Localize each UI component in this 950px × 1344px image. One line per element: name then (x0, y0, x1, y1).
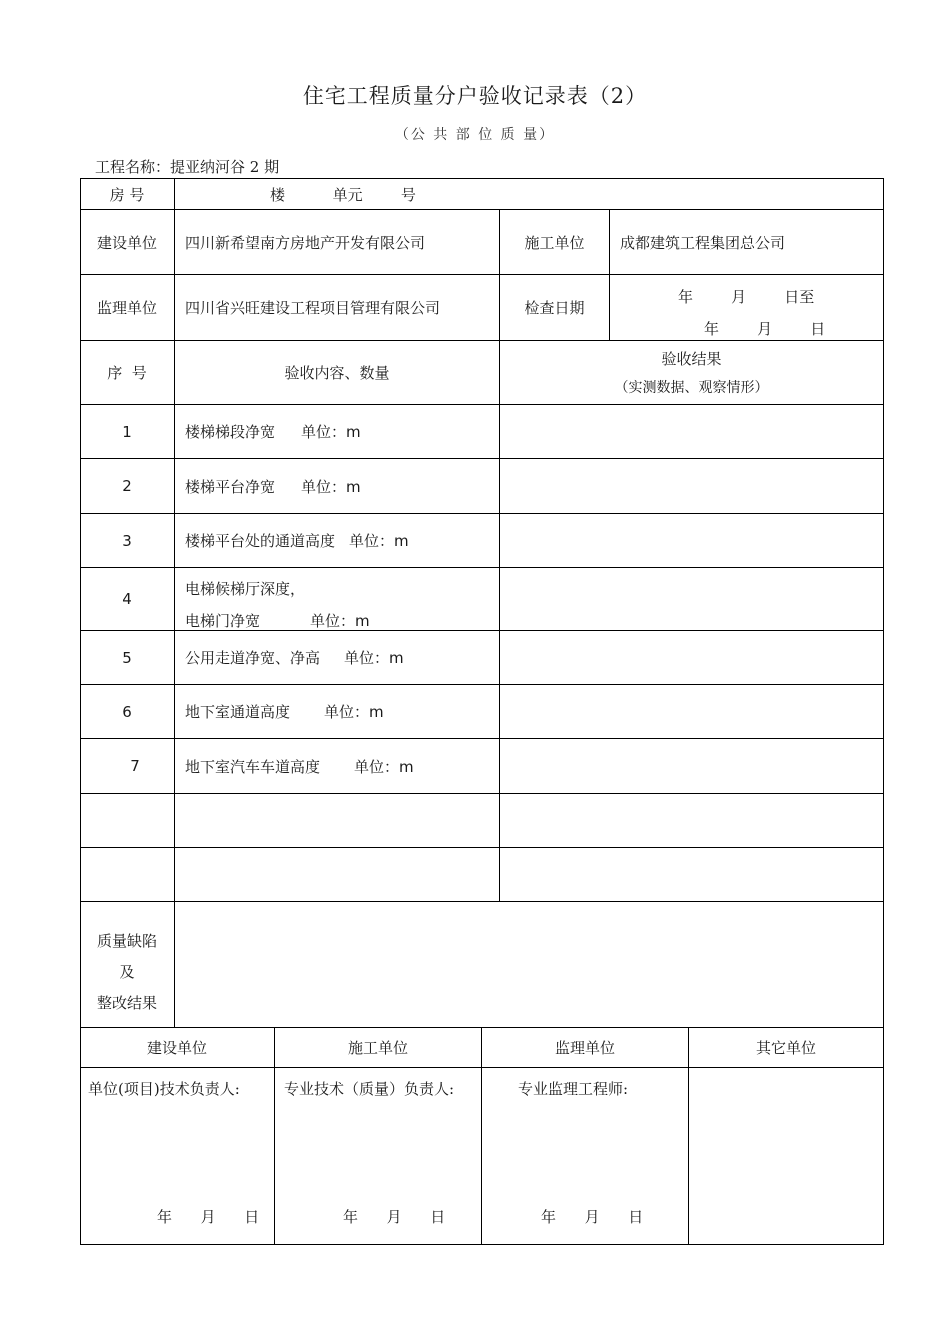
contractor-signer-label: 专业技术（质量）负责人: (284, 1080, 455, 1098)
builder-label: 建设单位 (96, 233, 157, 252)
row-content: 地下室汽车车道高度 单位：m (185, 757, 414, 776)
room-label: 房 号 (109, 185, 145, 204)
row-seq: 6 (122, 702, 132, 721)
signoff-header-contractor: 施工单位 (347, 1039, 408, 1057)
defects-label: 质量缺陷 及 整改结果 (96, 932, 157, 1012)
empty-content-cell[interactable] (175, 848, 499, 901)
row-result-field[interactable] (500, 685, 883, 738)
col-content-header: 验收内容、数量 (284, 364, 390, 382)
row-result-field[interactable] (500, 631, 883, 684)
check-date-label: 检查日期 (524, 299, 585, 317)
row-content: 楼梯平台处的通道高度 单位：m (185, 532, 409, 550)
project-name: 工程名称：提亚纳河谷 2 期 (95, 158, 280, 176)
empty-result-cell[interactable] (500, 848, 883, 901)
row-result-field[interactable] (500, 568, 883, 630)
row-content: 地下室通道高度 单位：m (185, 703, 384, 721)
signoff-header-builder: 建设单位 (146, 1039, 207, 1057)
room-value: 楼 单元 号 (270, 185, 416, 204)
defects-field[interactable] (175, 902, 883, 1027)
form-title: 住宅工程质量分户验收记录表（2） (302, 84, 648, 108)
row-content: 电梯候梯厅深度， (185, 580, 306, 598)
check-date-from: 年 月 日至 (678, 288, 815, 306)
contractor-sign-date: 年 月 日 (343, 1208, 446, 1226)
row-result-field[interactable] (500, 514, 883, 567)
row-result-field[interactable] (500, 405, 883, 458)
builder-sign-date: 年 月 日 (157, 1208, 260, 1226)
supervisor-label: 监理单位 (96, 299, 157, 317)
row-seq: 7 (130, 757, 140, 775)
col-result-subtitle: （实测数据、观察情形） (614, 380, 769, 396)
supervisor-sign-date: 年 月 日 (541, 1208, 644, 1226)
row-content: 公用走道净宽、净高 单位：m (185, 649, 404, 667)
contractor-label: 施工单位 (524, 233, 585, 252)
empty-content-cell[interactable] (175, 794, 499, 847)
builder-value: 四川新希望南方房地产开发有限公司 (185, 233, 426, 252)
builder-signer-label: 单位(项目)技术负责人: (88, 1080, 240, 1098)
row-content-line2: 电梯门净宽 单位：m (185, 612, 370, 630)
col-result-header (500, 341, 883, 404)
col-seq-header: 序 号 (107, 364, 147, 382)
supervisor-signer-label: 专业监理工程师: (518, 1080, 629, 1098)
row-content: 楼梯平台净宽 单位：m (185, 477, 361, 496)
row-seq: 1 (122, 422, 132, 441)
signoff-header-other: 其它单位 (755, 1039, 816, 1057)
supervisor-value: 四川省兴旺建设工程项目管理有限公司 (185, 299, 441, 317)
row-seq: 4 (122, 590, 132, 608)
check-date-to: 年 月 日 (704, 320, 826, 338)
row-seq: 2 (122, 477, 132, 495)
row-seq: 5 (122, 648, 132, 667)
signoff-header-supervisor: 监理单位 (554, 1039, 615, 1057)
form-subtitle: （公 共 部 位 质 量） (394, 127, 556, 143)
row-result-field[interactable] (500, 459, 883, 513)
row-content: 楼梯梯段净宽 单位：m (185, 423, 361, 441)
row-result-field[interactable] (500, 739, 883, 793)
col-result-title: 验收结果 (661, 350, 722, 368)
other-unit-field[interactable] (689, 1068, 883, 1244)
row-seq: 3 (122, 531, 132, 550)
contractor-value: 成都建筑工程集团总公司 (620, 233, 786, 252)
empty-result-cell[interactable] (500, 794, 883, 847)
